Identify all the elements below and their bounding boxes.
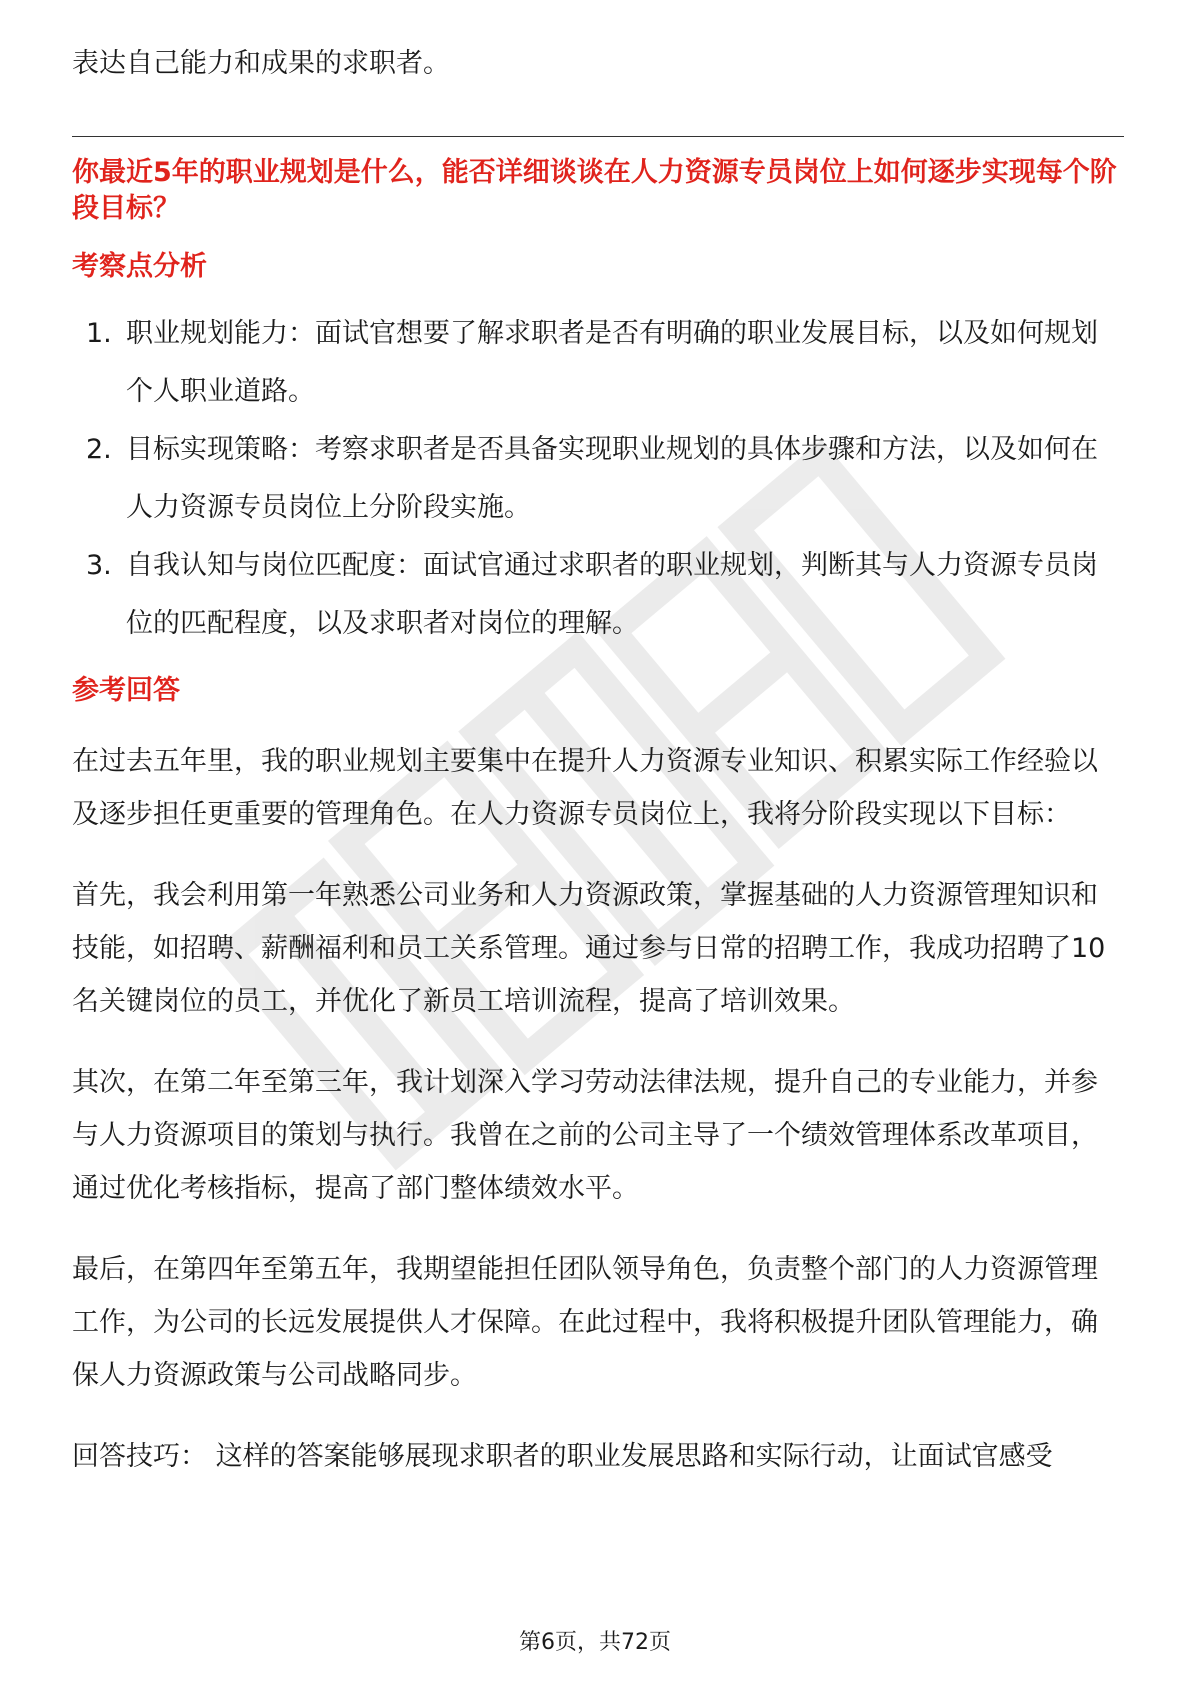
- answer-heading: 参考回答: [72, 675, 180, 706]
- analysis-point: [72, 421, 1124, 537]
- intro-text: 表达自己能力和成果的求职者。: [72, 48, 450, 79]
- analysis-points: [72, 305, 1124, 653]
- question-title: 你最近5年的职业规划是什么，能否详细谈谈在人力资源专员岗位上如何逐步实现每个阶段目标？: [72, 157, 1117, 224]
- answer-paragraph: 其次，在第二年至第三年，我计划深入学习劳动法律法规，提升自己的专业能力，并参与人力资源项目的策划与执行。我曾在之前的公司主导了一个绩效管理体系改革项目，通过优化考核指标，提高了部门整体绩效水平。: [72, 1067, 1098, 1204]
- analysis-point: [72, 537, 1124, 653]
- point-number: 1.: [86, 318, 112, 349]
- answer-paragraph: 最后，在第四年至第五年，我期望能担任团队领导角色，负责整个部门的人力资源管理工作，为公司的长远发展提供人才保障。在此过程中，我将积极提升团队管理能力，确保人力资源政策与公司战略同步。: [72, 1254, 1098, 1391]
- section-divider: [72, 136, 1124, 137]
- answer-paragraph: 首先，我会利用第一年熟悉公司业务和人力资源政策，掌握基础的人力资源管理知识和技能，如招聘、薪酬福利和员工关系管理。通过参与日常的招聘工作，我成功招聘了10名关键岗位的员工，并优化了新员工培训流程，提高了培训效果。: [72, 880, 1106, 1017]
- answer-tip: 回答技巧： 这样的答案能够展现求职者的职业发展思路和实际行动，让面试官感受: [72, 1441, 1053, 1472]
- answer-paragraph: 在过去五年里，我的职业规划主要集中在提升人力资源专业知识、积累实际工作经验以及逐步担任更重要的管理角色。在人力资源专员岗位上，我将分阶段实现以下目标：: [72, 746, 1098, 830]
- point-number: 3.: [86, 550, 112, 581]
- page-number: 第6页，共72页: [519, 1630, 671, 1655]
- analysis-point: [72, 305, 1124, 421]
- point-text: 目标实现策略：考察求职者是否具备实现职业规划的具体步骤和方法，以及如何在人力资源专员岗位上分阶段实施。: [126, 434, 1098, 523]
- analysis-heading: 考察点分析: [72, 251, 207, 282]
- point-text: 职业规划能力：面试官想要了解求职者是否有明确的职业发展目标，以及如何规划个人职业道路。: [126, 318, 1098, 407]
- point-number: 2.: [86, 434, 112, 465]
- content-area: [72, 44, 1124, 1483]
- point-text: 自我认知与岗位匹配度：面试官通过求职者的职业规划，判断其与人力资源专员岗位的匹配程度，以及求职者对岗位的理解。: [126, 550, 1098, 639]
